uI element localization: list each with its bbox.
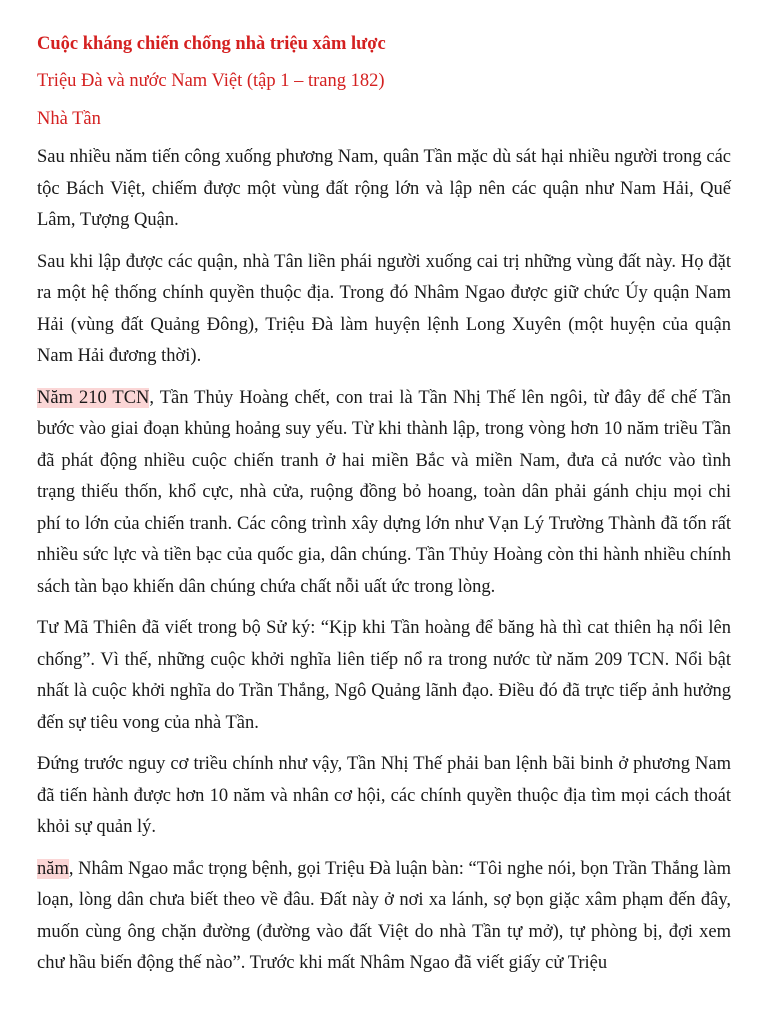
paragraph-text: , Tần Thủy Hoàng chết, con trai là Tần Nhị Thế lên ngôi, từ đây để chế Tần bước vào giai đoạn khủng hoảng suy yếu. Từ khi thành lập, trong vòng hơn 10 năm triều Tần đã phát động nhiều cuộc chiến tranh ở hai miền Bắc và miền Nam, đưa cả nước vào tình trạng thiếu thốn, khổ cực, nhà cửa, ruộng đồng bỏ hoang, toàn dân phải gánh chịu mọi chi phí to lớn của chiến tranh. Các công trình xây dựng lớn như Vạn Lý Trường Thành đã tốn rất nhiều sức lực và tiền bạc của quốc gia, dân chúng. Tần Thủy Hoàng còn thi hành nhiều chính sách tàn bạo khiến dân chúng chứa chất nỗi uất ức trong lòng. <box>37 387 731 597</box>
paragraph-text: Tư Mã Thiên đã viết trong bộ Sử ký: “Kịp khi Tần hoàng để băng hà thì cat thiên hạ nổi lên chống”. Vì thế, những cuộc khởi nghĩa liên tiếp nổ ra trong nước từ năm 209 TCN. Nổi bật nhất là cuộc khởi nghĩa do Trần Thắng, Ngô Quảng lãnh đạo. Điều đó đã trực tiếp ảnh hưởng đến sự tiêu vong của nhà Tần. <box>37 618 731 733</box>
paragraph <box>37 854 731 980</box>
paragraph <box>37 247 731 373</box>
paragraph-text: Đứng trước nguy cơ triều chính như vậy, Tần Nhị Thế phải ban lệnh bãi binh ở phương Nam đã tiến hành được hơn 10 năm và nhân cơ hội, các chính quyền thuộc địa tìm mọi cách thoát khỏi sự quản lý. <box>37 754 731 837</box>
paragraph-text: , Nhâm Ngao mắc trọng bệnh, gọi Triệu Đà luận bàn: “Tôi nghe nói, bọn Trần Thắng làm loạn, lòng dân chưa biết theo về đâu. Đất này ở nơi xa lánh, sợ bọn giặc xâm phạm đến đây, muốn cùng ông chặn đường (đường vào đất Việt do nhà Tần tự mở), tự phòng bị, đợi xem chư hầu biến động thế nào”. Trước khi mất Nhâm Ngao đã viết giấy cử Triệu <box>37 858 731 973</box>
highlighted-text: năm <box>37 858 69 879</box>
section-heading: Nhà Tần <box>37 109 101 129</box>
paragraph-text: Sau nhiều năm tiến công xuống phương Nam, quân Tần mặc dù sát hại nhiều người trong các tộc Bách Việt, chiếm được một vùng đất rộng lớn và lập nên các quận như Nam Hải, Quế Lâm, Tượng Quận. <box>37 147 731 230</box>
document-subtitle: Triệu Đà và nước Nam Việt (tập 1 – trang 182) <box>37 71 385 91</box>
highlighted-text: Năm 210 TCN <box>37 387 150 408</box>
paragraph <box>37 613 731 739</box>
paragraph <box>37 142 731 237</box>
paragraph <box>37 383 731 604</box>
paragraph <box>37 749 731 844</box>
paragraph-text: Sau khi lập được các quận, nhà Tân liền phái người xuống cai trị những vùng đất này. Họ đặt ra một hệ thống chính quyền thuộc địa. Trong đó Nhâm Ngao được giữ chức Úy quận Nam Hải (vùng đất Quảng Đông), Triệu Đà làm huyện lệnh Long Xuyên (một huyện của quận Nam Hải đương thời). <box>37 251 731 366</box>
document-title: Cuộc kháng chiến chống nhà triệu xâm lược <box>37 34 386 54</box>
